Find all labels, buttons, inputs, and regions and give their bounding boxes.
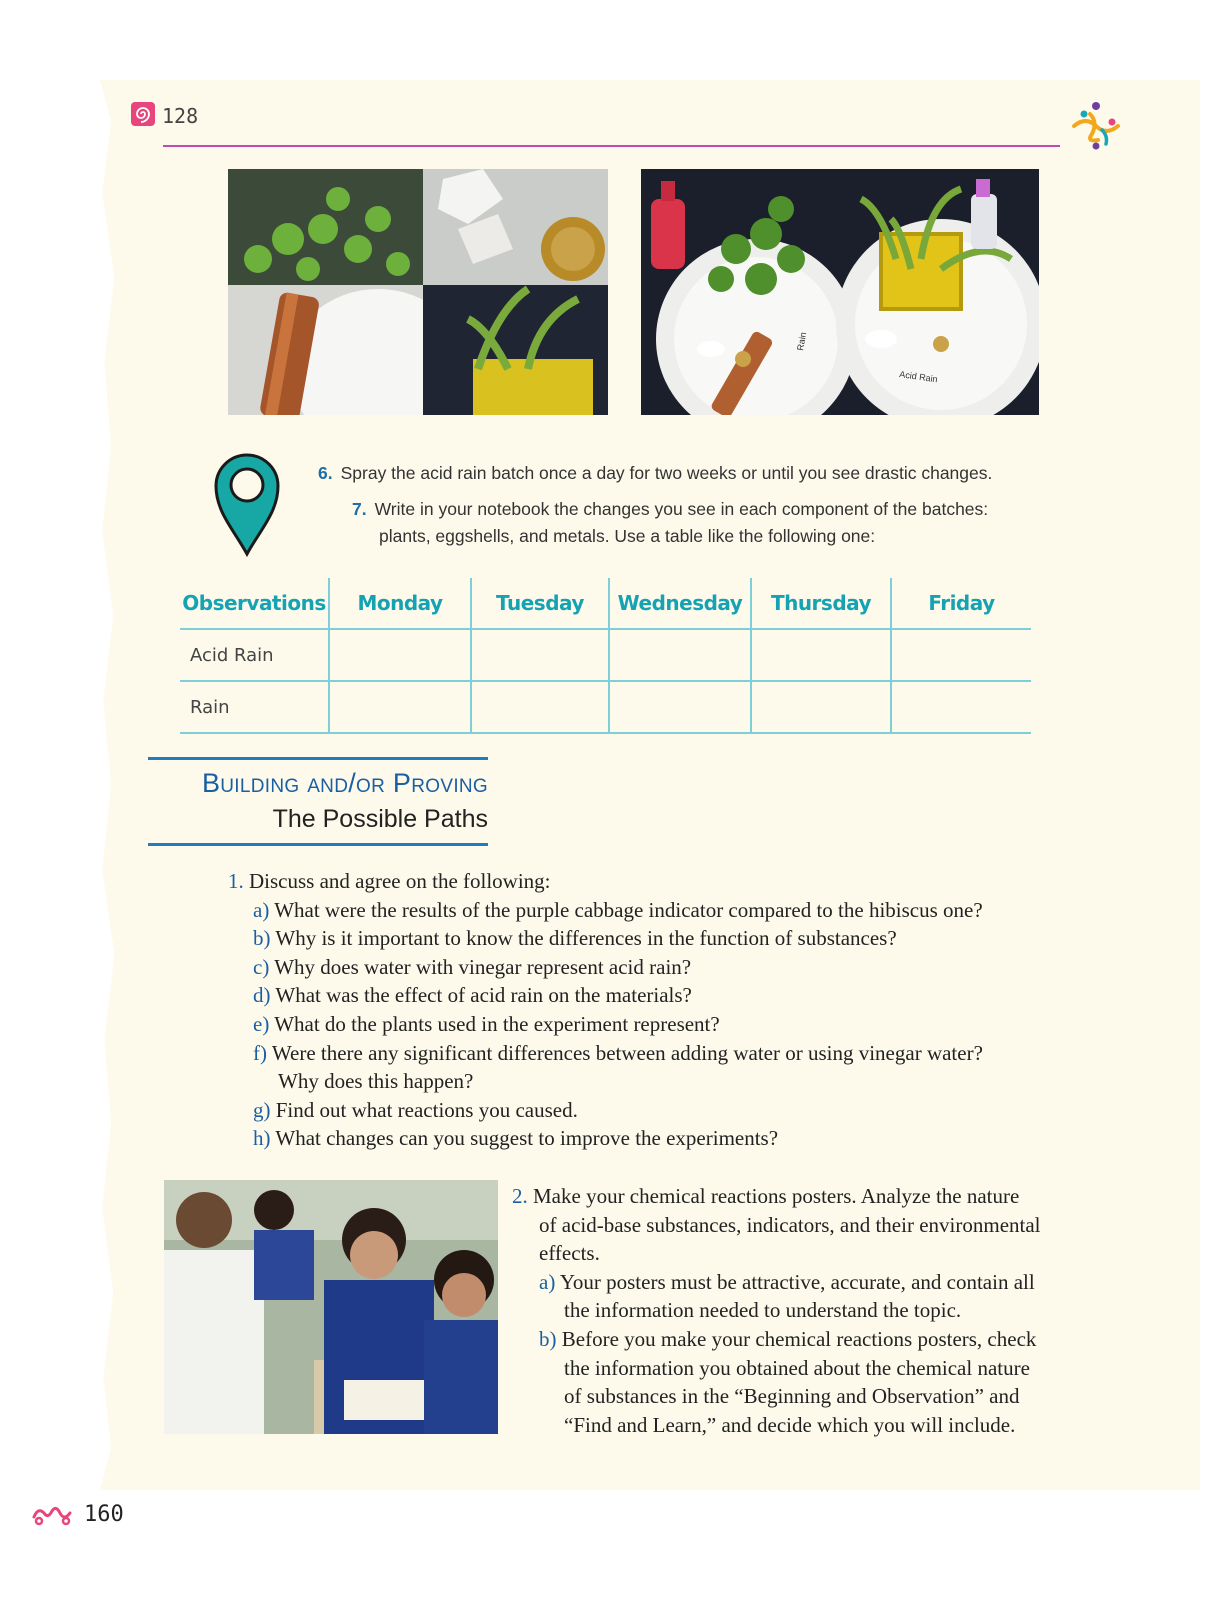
step-7-text-line1: Write in your notebook the changes you see in each component of the batches: — [374, 499, 989, 519]
row-label-rain: Rain — [180, 681, 329, 733]
item-text: Why is it important to know the differences in the function of substances? — [275, 926, 897, 951]
table-cell — [471, 629, 609, 681]
figure-logo-icon — [1068, 100, 1124, 152]
step-6-number: 6. — [318, 463, 333, 483]
question-2-text-line: of acid-base substances, indicators, and their environmental — [539, 1212, 1041, 1237]
col-header-thursday: Thursday — [751, 578, 891, 629]
item-text: “Find and Learn,” and decide which you will include. — [564, 1412, 1016, 1437]
table-header-row — [180, 578, 1031, 629]
table-cell — [751, 681, 891, 733]
swirl-logo-icon — [130, 101, 156, 127]
item-letter: h) — [253, 1126, 271, 1151]
item-letter: a) — [253, 897, 270, 922]
item-letter: c) — [253, 954, 270, 979]
question-2-number: 2. — [512, 1184, 528, 1208]
step-7-text-line2: plants, eggshells, and metals. Use a table like the following one: — [379, 526, 876, 546]
list-item — [253, 1039, 983, 1068]
section-heading — [148, 757, 488, 846]
table-cell — [609, 629, 751, 681]
table-cell — [329, 629, 471, 681]
footer-page-number: 160 — [84, 1502, 124, 1527]
footer-swirl-icon — [30, 1503, 76, 1527]
list-item — [253, 896, 983, 925]
list-item — [253, 1096, 983, 1125]
item-text: Before you make your chemical reactions posters, check — [561, 1326, 1037, 1351]
question-1-number: 1. — [228, 869, 244, 893]
list-item — [539, 1268, 1041, 1297]
step-6 — [318, 460, 992, 487]
question-2 — [512, 1182, 1041, 1439]
col-header-observations: Observations — [180, 578, 329, 629]
item-text: What were the results of the purple cabbage indicator compared to the hibiscus one? — [274, 897, 983, 922]
step-6-text: Spray the acid rain batch once a day for two weeks or until you see drastic changes. — [340, 463, 993, 483]
location-pin-icon — [212, 450, 282, 560]
header-rule — [163, 145, 1060, 147]
section-subtitle: The Possible Paths — [272, 805, 488, 833]
item-letter: d) — [253, 983, 271, 1008]
item-text: Your posters must be attractive, accurate, and contain all — [559, 1269, 1035, 1294]
question-2-text-line: effects. — [539, 1241, 600, 1266]
list-item — [253, 1124, 983, 1153]
item-text: the information needed to understand the topic. — [564, 1298, 962, 1323]
item-text: What do the plants used in the experiment represent? — [274, 1011, 720, 1036]
col-header-friday: Friday — [891, 578, 1031, 629]
table-cell — [471, 681, 609, 733]
table-cell — [329, 681, 471, 733]
table-cell — [751, 629, 891, 681]
item-letter: a) — [539, 1269, 556, 1294]
row-label-acid-rain: Acid Rain — [180, 629, 329, 681]
question-2-list — [512, 1268, 1041, 1440]
item-letter: b) — [539, 1326, 557, 1351]
col-header-tuesday: Tuesday — [471, 578, 609, 629]
list-item — [539, 1325, 1041, 1354]
rain-vs-acid-rain-photo — [641, 169, 1039, 415]
list-item — [253, 924, 983, 953]
question-1-text: Discuss and agree on the following: — [249, 869, 551, 893]
item-letter: g) — [253, 1097, 271, 1122]
table-cell — [891, 681, 1031, 733]
question-2-text-line: Make your chemical reactions posters. Analyze the nature — [533, 1184, 1020, 1208]
question-1 — [228, 867, 983, 1153]
item-text: of substances in the “Beginning and Observation” and — [564, 1384, 1020, 1409]
rain-plate-label: Rain — [795, 331, 809, 352]
students-photo — [164, 1180, 498, 1434]
item-text: the information you obtained about the chemical nature — [564, 1355, 1030, 1380]
step-7 — [352, 496, 988, 550]
item-letter: b) — [253, 926, 271, 951]
table-row — [180, 629, 1031, 681]
question-1-list — [228, 896, 983, 1153]
experiment-collage-photo — [228, 169, 608, 415]
col-header-wednesday: Wednesday — [609, 578, 751, 629]
list-item-continuation: Why does this happen? — [278, 1069, 474, 1094]
item-text: Find out what reactions you caused. — [275, 1097, 578, 1122]
table-cell — [609, 681, 751, 733]
col-header-monday: Monday — [329, 578, 471, 629]
section-title: Building and/or Proving — [201, 768, 488, 798]
item-text: Why does water with vinegar represent acid rain? — [274, 954, 692, 979]
item-text: What was the effect of acid rain on the materials? — [275, 983, 692, 1008]
list-item — [253, 1010, 983, 1039]
item-letter: e) — [253, 1011, 270, 1036]
acid-rain-plate-label: Acid Rain — [898, 369, 939, 385]
list-item — [253, 981, 983, 1010]
observations-table — [180, 578, 1031, 734]
item-text: Were there any significant differences between adding water or using vinegar water? — [271, 1040, 983, 1065]
book-page-number: 128 — [162, 104, 199, 128]
item-letter: f) — [253, 1040, 267, 1065]
table-cell — [891, 629, 1031, 681]
table-row — [180, 681, 1031, 733]
step-7-number: 7. — [352, 499, 367, 519]
list-item — [253, 953, 983, 982]
item-text: What changes can you suggest to improve the experiments? — [275, 1126, 779, 1151]
